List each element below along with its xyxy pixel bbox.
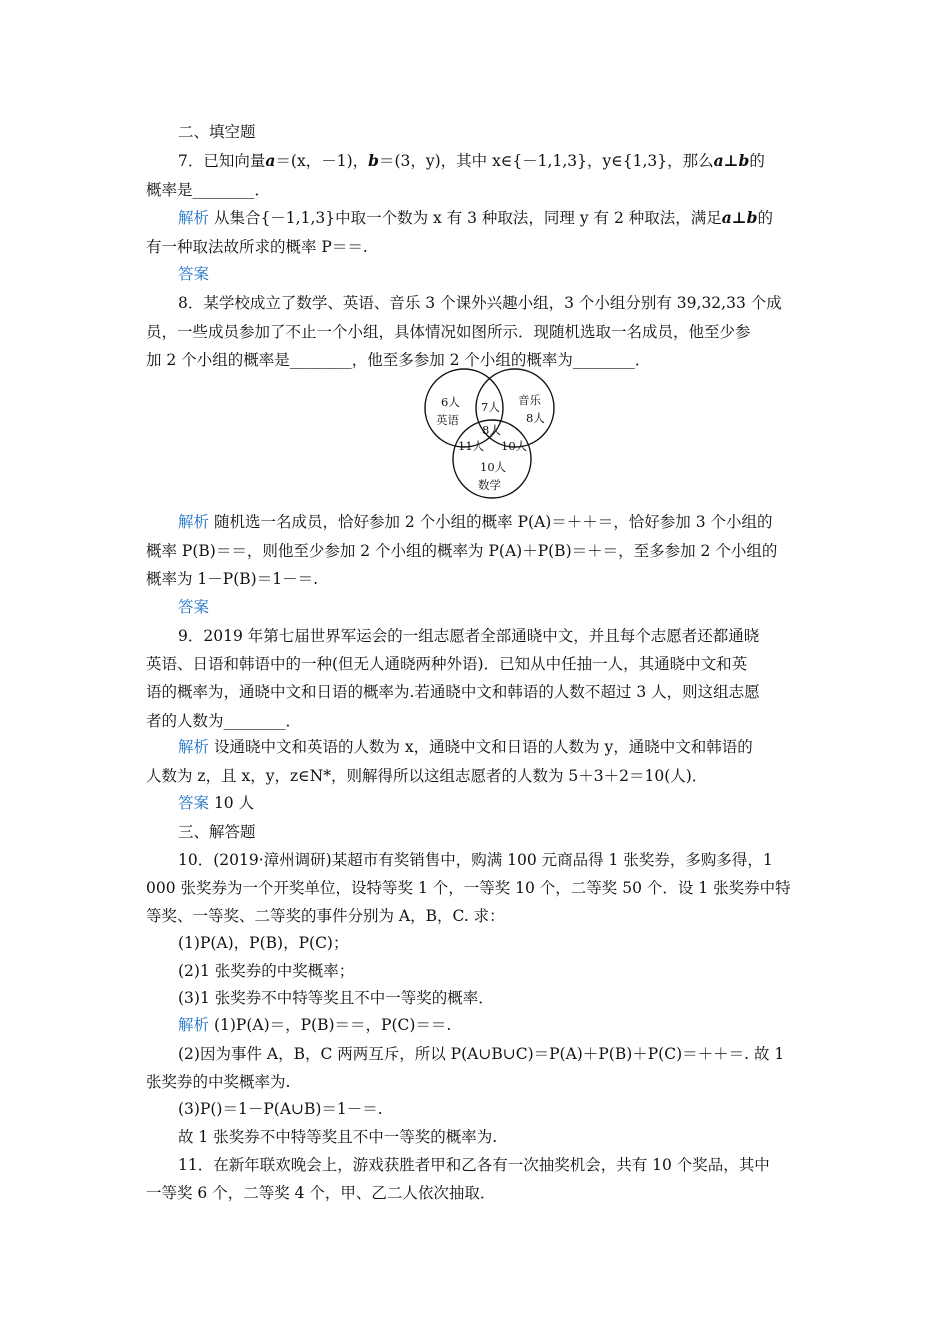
q8-line-2: 员，一些成员参加了不止一个小组，具体情况如图所示．现随机选取一名成员，他至少参 xyxy=(146,323,751,341)
vector-b: b xyxy=(368,151,379,170)
q7-text: 7．已知向量 xyxy=(178,152,266,170)
answer-label: 答案 xyxy=(178,598,210,616)
solution-label: 解析 xyxy=(178,738,210,756)
q7-line-2: 概率是________． xyxy=(146,181,271,199)
answer-label: 答案 xyxy=(178,265,210,283)
solution-label: 解析 xyxy=(178,513,210,531)
section-heading-fill-blank: 二、填空题 xyxy=(178,123,256,141)
q8-line-1: 8．某学校成立了数学、英语、音乐 3 个课外兴趣小组，3 个小组分别有 39,32,33 个成 xyxy=(178,294,782,312)
q10-solution-text: (1)P(A)＝，P(B)＝＝，P(C)＝＝. xyxy=(209,1016,452,1034)
q10-part-1: (1)P(A)，P(B)，P(C)； xyxy=(178,934,349,952)
math-label: 数学 xyxy=(478,478,501,492)
section-heading-solve: 三、解答题 xyxy=(178,823,256,841)
q7-line-1 xyxy=(178,151,848,171)
q8-solution-1 xyxy=(178,512,848,532)
q7-text: ＝(x，－1)， xyxy=(275,152,369,170)
solution-label: 解析 xyxy=(178,209,210,227)
perpendicular-condition: a⊥b xyxy=(713,151,750,170)
answer-value: 10 人 xyxy=(209,794,255,812)
q10-solution-5: 故 1 张奖券不中特等奖且不中一等奖的概率为. xyxy=(178,1128,498,1146)
english-math-count: 11人 xyxy=(458,439,485,453)
q9-solution-text: 设通晓中文和英语的人数为 x，通晓中文和日语的人数为 y，通晓中文和韩语的 xyxy=(209,738,753,756)
solution-label: 解析 xyxy=(178,1016,210,1034)
q7-solution-text: 从集合{－1,1,3}中取一个数为 x 有 3 种取法，同理 y 有 2 种取法，满足 xyxy=(209,209,722,227)
q8-solution-2: 概率 P(B)＝＝，则他至少参加 2 个小组的概率为 P(A)＋P(B)＝＋＝，至多参加 2 个小组的 xyxy=(146,542,778,560)
perpendicular-condition: a⊥b xyxy=(721,208,758,227)
q11-line-1: 11．在新年联欢晚会上，游戏获胜者甲和乙各有一次抽奖机会，共有 10 个奖品，其中 xyxy=(178,1156,770,1174)
q7-text: ＝(3，y)，其中 x∈{－1,1,3}，y∈{1,3}，那么 xyxy=(378,152,714,170)
q10-part-2: (2)1 张奖券的中奖概率； xyxy=(178,962,355,980)
q9-line-4: 者的人数为________． xyxy=(146,712,302,730)
q9-answer xyxy=(178,793,848,813)
q7-solution-2: 有一种取法故所求的概率 P＝＝. xyxy=(146,238,368,256)
q9-line-1: 9．2019 年第七届世界军运会的一组志愿者全部通晓中文，并且每个志愿者还都通晓 xyxy=(178,627,760,645)
q10-solution-4: (3)P()＝1－P(A∪B)＝1－＝. xyxy=(178,1100,383,1118)
q9-solution-1 xyxy=(178,737,848,757)
q8-line-3: 加 2 个小组的概率是________，他至多参加 2 个小组的概率为________． xyxy=(146,351,651,369)
english-music-count: 7人 xyxy=(481,400,500,414)
all-three-count: 8人 xyxy=(482,423,501,437)
q10-line-2: 000 张奖券为一个开奖单位，设特等奖 1 个，一等奖 10 个，二等奖 50 个．设 1 张奖券中特 xyxy=(146,879,791,897)
q7-text: 的 xyxy=(749,152,765,170)
q11-line-2: 一等奖 6 个，二等奖 4 个，甲、乙二人依次抽取． xyxy=(146,1184,496,1202)
q7-solution-1 xyxy=(178,208,848,228)
q8-solution-text: 随机选一名成员，恰好参加 2 个小组的概率 P(A)＝＋＋＝，恰好参加 3 个小组的 xyxy=(209,513,773,531)
q9-solution-2: 人数为 z，且 x，y，z∈N*，则解得所以这组志愿者的人数为 5＋3＋2＝10(人)． xyxy=(146,767,708,785)
math-only-count: 10人 xyxy=(480,460,507,474)
q8-solution-3: 概率为 1－P(B)＝1－＝. xyxy=(146,570,318,588)
q10-solution-1 xyxy=(178,1015,848,1035)
music-math-count: 10人 xyxy=(501,439,528,453)
music-only-count: 8人 xyxy=(526,411,545,425)
q7-solution-text: 的 xyxy=(757,209,774,227)
q10-line-1: 10．(2019·漳州调研)某超市有奖销售中，购满 100 元商品得 1 张奖券，多购多得，1 xyxy=(178,851,773,869)
vector-a: a xyxy=(265,151,276,170)
q10-part-3: (3)1 张奖券不中特等奖且不中一等奖的概率． xyxy=(178,989,494,1007)
q10-line-3: 等奖、一等奖、二等奖的事件分别为 A，B，C. 求： xyxy=(146,907,505,925)
english-only-count: 6人 xyxy=(441,395,460,409)
q9-line-3: 语的概率为，通晓中文和日语的概率为.若通晓中文和韩语的人数不超过 3 人，则这组志愿 xyxy=(146,683,760,701)
answer-label: 答案 xyxy=(178,794,210,812)
music-label: 音乐 xyxy=(518,393,541,407)
venn-diagram xyxy=(419,366,561,508)
q10-solution-3: 张奖券的中奖概率为. xyxy=(146,1073,291,1091)
q9-line-2: 英语、日语和韩语中的一种(但无人通晓两种外语)．已知从中任抽一人，其通晓中文和英 xyxy=(146,655,748,673)
english-label: 英语 xyxy=(436,413,459,427)
q10-solution-2: (2)因为事件 A，B，C 两两互斥，所以 P(A∪B∪C)＝P(A)＋P(B)＋P(C)＝＋＋＝. 故 1 xyxy=(178,1045,785,1063)
